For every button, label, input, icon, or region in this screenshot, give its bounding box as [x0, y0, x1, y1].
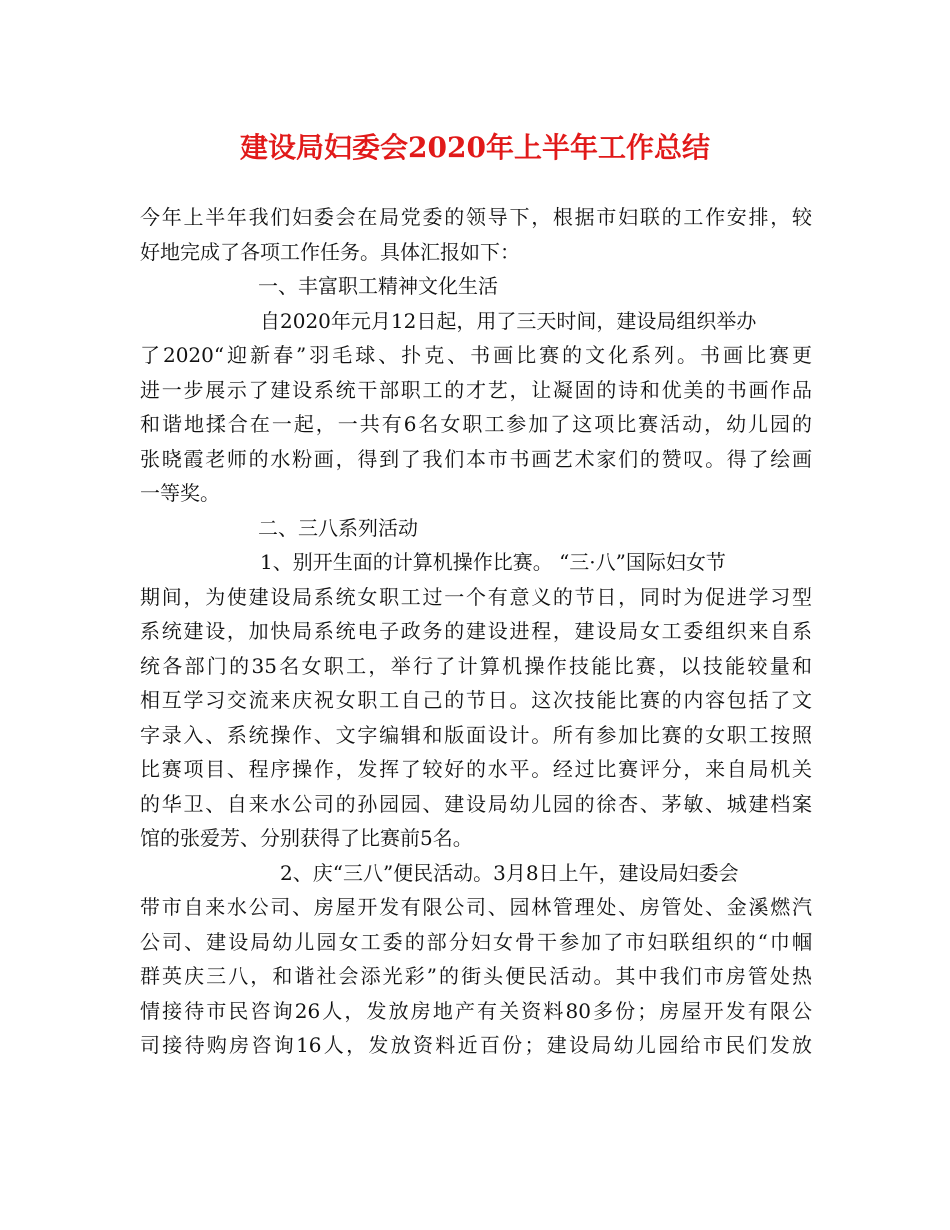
body-line: 统各部门的35名女职工，举行了计算机操作技能比赛，以技能较量和 — [140, 653, 812, 678]
body-line: 好地完成了各项工作任务。具体汇报如下： — [140, 239, 520, 264]
body-line: 和谐地揉合在一起，一共有6名女职工参加了这项比赛活动，幼儿园的 — [140, 412, 812, 436]
document-body — [140, 200, 812, 1063]
body-line: 自2020年元月12日起，用了三天时间，建设局组织举办 — [260, 308, 757, 333]
section-heading: 一、丰富职工精神文化生活 — [258, 274, 498, 298]
body-line: 带市自来水公司、房屋开发有限公司、园林管理处、房管处、金溪燃汽 — [140, 895, 812, 919]
body-line: 系统建设，加快局系统电子政务的建设进程，建设局女工委组织来自系 — [140, 619, 812, 643]
body-line: 相互学习交流来庆祝女职工自己的节日。这次技能比赛的内容包括了文 — [140, 688, 812, 712]
body-line: 的华卫、自来水公司的孙园园、建设局幼儿园的徐杏、茅敏、城建档案 — [140, 791, 812, 816]
body-line: 了2020“迎新春”羽毛球、扑克、书画比赛的文化系列。书画比赛更 — [140, 343, 812, 367]
body-line: 馆的张爱芳、分别获得了比赛前5名。 — [140, 826, 473, 850]
body-line: 群英庆三八，和谐社会添光彩”的街头便民活动。其中我们市房管处热 — [140, 964, 812, 988]
body-line: 张晓霞老师的水粉画，得到了我们本市书画艺术家们的赞叹。得了绘画 — [140, 446, 812, 471]
body-line: 司接待购房咨询16人，发放资料近百份；建设局幼儿园给市民们发放 — [140, 1033, 812, 1057]
body-line: 今年上半年我们妇委会在局党委的领导下，根据市妇联的工作安排，较 — [140, 205, 812, 229]
body-line: 字录入、系统操作、文字编辑和版面设计。所有参加比赛的女职工按照 — [140, 722, 812, 747]
document-title: 建设局妇委会2020年上半年工作总结 — [240, 131, 710, 164]
section-heading: 二、三八系列活动 — [258, 515, 418, 540]
body-line: 期间，为使建设局系统女职工过一个有意义的节日，同时为促进学习型 — [140, 584, 812, 609]
body-line: 2、庆“三八”便民活动。3月8日上午，建设局妇委会 — [280, 860, 739, 885]
body-line: 1、别开生面的计算机操作比赛。 “三·八”国际妇女节 — [260, 550, 726, 574]
body-line: 一等奖。 — [140, 481, 220, 505]
body-line: 进一步展示了建设系统干部职工的才艺，让凝固的诗和优美的书画作品 — [140, 377, 812, 402]
body-line: 比赛项目、程序操作，发挥了较好的水平。经过比赛评分，来自局机关 — [140, 757, 812, 781]
body-line: 情接待市民咨询26人，发放房地产有关资料80多份；房屋开发有限公 — [140, 998, 812, 1023]
body-line: 公司、建设局幼儿园女工委的部分妇女骨干参加了市妇联组织的“巾帼 — [140, 929, 812, 954]
